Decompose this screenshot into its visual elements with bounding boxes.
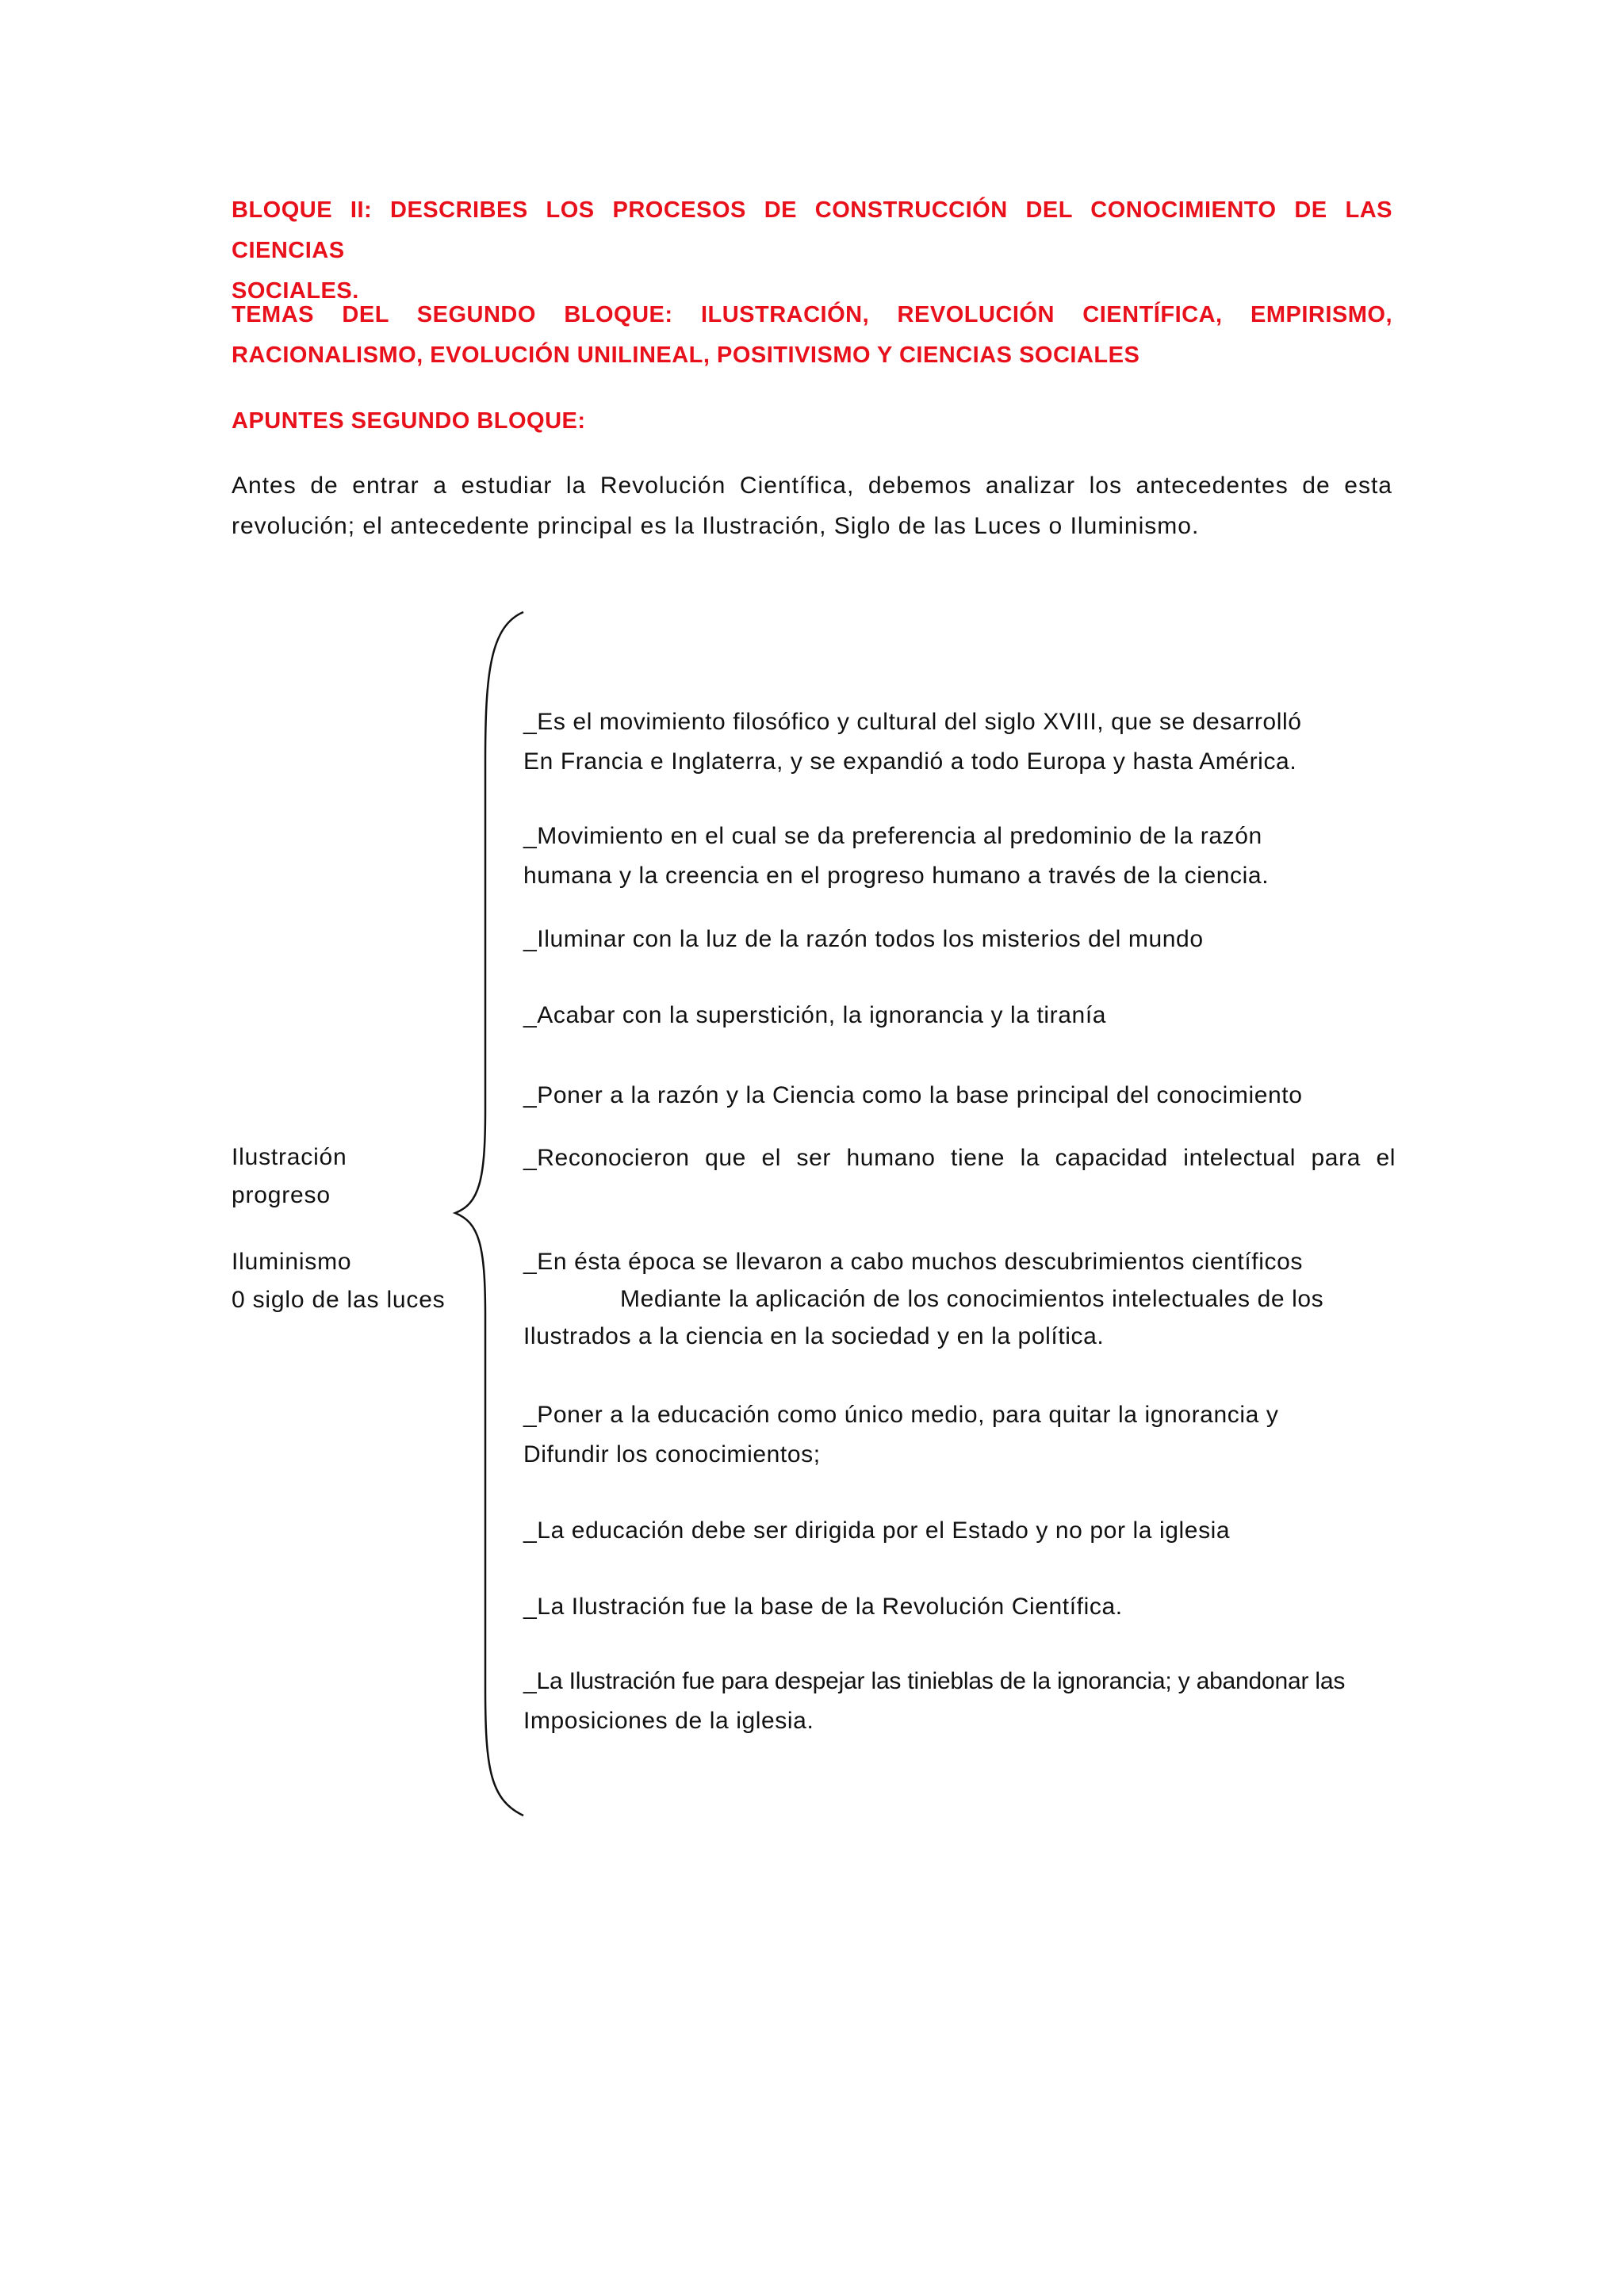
bullet-line: _La Ilustración fue la base de la Revolución Científica. bbox=[523, 1594, 1123, 1620]
block-heading-line1: BLOQUE II: DESCRIBES LOS PROCESOS DE CONSTRUCCIÓN DEL CONOCIMIENTO DE LAS CIENCIAS bbox=[232, 197, 1392, 263]
bullet-line: _La Ilustración fue para despejar las tinieblas de la ignorancia; y abandonar las bbox=[523, 1668, 1346, 1694]
bullet-item bbox=[523, 1511, 1396, 1551]
bullet-line: Difundir los conocimientos; bbox=[523, 1441, 821, 1468]
bullet-line: _Reconocieron que el ser humano tiene la capacidad intelectual para el bbox=[523, 1145, 1396, 1171]
notes-heading: APUNTES SEGUNDO BLOQUE: bbox=[232, 408, 586, 434]
topics-heading bbox=[232, 295, 1392, 376]
topics-heading-line2: RACIONALISMO, EVOLUCIÓN UNILINEAL, POSITIVISMO Y CIENCIAS SOCIALES bbox=[232, 342, 1140, 368]
concept-label-line: progreso bbox=[232, 1182, 331, 1208]
bullet-line: _En ésta época se llevaron a cabo muchos descubrimientos científicos bbox=[523, 1249, 1303, 1275]
bullet-line: Imposiciones de la iglesia. bbox=[523, 1708, 814, 1734]
bullet-item bbox=[523, 920, 1396, 959]
concept-label-line: Ilustración bbox=[232, 1144, 347, 1170]
bullet-line: En Francia e Inglaterra, y se expandió a todo Europa y hasta América. bbox=[523, 748, 1297, 775]
bullet-line: _Iluminar con la luz de la razón todos los misterios del mundo bbox=[523, 926, 1204, 952]
bullet-item bbox=[523, 1587, 1396, 1627]
bullet-item bbox=[523, 1076, 1396, 1115]
topics-heading-line1: TEMAS DEL SEGUNDO BLOQUE: ILUSTRACIÓN, REVOLUCIÓN CIENTÍFICA, EMPIRISMO, bbox=[232, 302, 1392, 327]
bullet-line: _Movimiento en el cual se da preferencia al predominio de la razón bbox=[523, 823, 1262, 849]
curly-brace-icon bbox=[444, 603, 539, 1823]
concept-label-line: Iluminismo bbox=[232, 1249, 352, 1275]
concept-label-line: 0 siglo de las luces bbox=[232, 1287, 446, 1313]
bullet-line: Ilustrados a la ciencia en la sociedad y en la política. bbox=[523, 1323, 1105, 1349]
bullet-line: humana y la creencia en el progreso humano a través de la ciencia. bbox=[523, 863, 1270, 889]
bullet-item bbox=[523, 996, 1396, 1035]
bullet-item bbox=[523, 702, 1396, 782]
bullet-item bbox=[523, 1662, 1396, 1741]
bullet-line: Mediante la aplicación de los conocimientos intelectuales de los bbox=[620, 1286, 1324, 1312]
bullet-item bbox=[523, 1138, 1396, 1178]
bullet-line: _Poner a la razón y la Ciencia como la base principal del conocimiento bbox=[523, 1082, 1303, 1108]
bullet-line: _Es el movimiento filosófico y cultural del siglo XVIII, que se desarrolló bbox=[523, 709, 1302, 735]
intro-paragraph bbox=[232, 465, 1392, 546]
bullet-line: _Poner a la educación como único medio, para quitar la ignorancia y bbox=[523, 1402, 1279, 1428]
intro-line2: revolución; el antecedente principal es la Ilustración, Siglo de las Luces o Iluminismo. bbox=[232, 513, 1200, 539]
bullet-item bbox=[523, 817, 1396, 896]
bullet-line: _Acabar con la superstición, la ignorancia y la tiranía bbox=[523, 1002, 1107, 1028]
block-heading bbox=[232, 190, 1392, 312]
block-heading-line2: SOCIALES. bbox=[232, 278, 359, 304]
bullet-line: _La educación debe ser dirigida por el Estado y no por la iglesia bbox=[523, 1517, 1231, 1544]
intro-line1: Antes de entrar a estudiar la Revolución Científica, debemos analizar los antecedentes de esta bbox=[232, 473, 1392, 499]
bullet-item bbox=[523, 1395, 1396, 1475]
bullet-item bbox=[523, 1243, 1396, 1355]
